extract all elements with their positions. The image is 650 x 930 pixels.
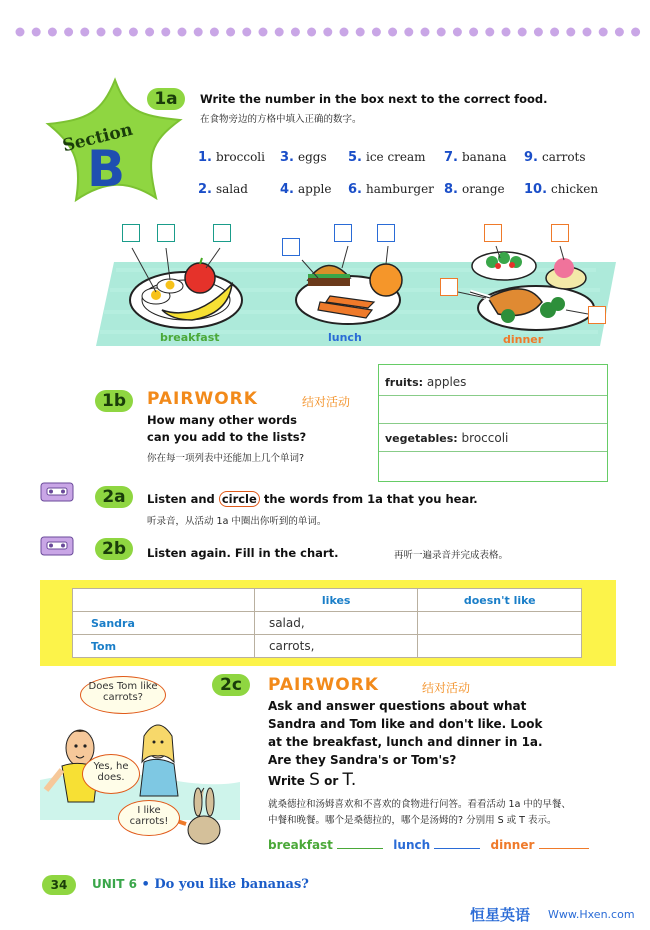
border-dot	[161, 28, 170, 37]
vegetables-line[interactable]: vegetables: broccoli	[385, 431, 509, 445]
border-dot	[340, 28, 349, 37]
border-dot	[502, 28, 511, 37]
meal-label-lunch: lunch	[328, 331, 362, 344]
answer-label-dinner: dinner	[490, 838, 535, 852]
border-dot	[129, 28, 138, 37]
food-item: 4. apple	[280, 182, 332, 197]
watermark-cn: 恒星英语	[470, 906, 531, 924]
speech-bubble: Does Tom like carrots?	[80, 676, 166, 714]
chart-cell-likes[interactable]: carrots,	[254, 635, 418, 658]
border-dot	[404, 28, 413, 37]
border-dot	[48, 28, 57, 37]
border-dot	[421, 28, 430, 37]
chart-row-name: Tom	[73, 635, 255, 658]
food-item: 2. salad	[198, 182, 248, 197]
instruction-2c	[268, 697, 543, 769]
circle-word: circle	[219, 491, 260, 507]
instruction-1a-cn: 在食物旁边的方格中填入正确的数字。	[200, 114, 362, 125]
chart-row-name: Sandra	[73, 612, 255, 635]
chart-cell-likes[interactable]: salad,	[254, 612, 418, 635]
answer-box[interactable]	[157, 224, 175, 242]
border-dot	[388, 28, 397, 37]
border-dot	[113, 28, 122, 37]
food-item: 10. chicken	[524, 182, 599, 197]
chart-header	[73, 589, 255, 612]
food-item: 1. broccoli	[198, 150, 265, 165]
instruction-2a-cn: 听录音，从活动 1a 中圈出你听到的单词。	[147, 516, 327, 527]
pairwork-title-2c: PAIRWORK	[268, 675, 379, 695]
food-item: 6. hamburger	[348, 182, 434, 197]
food-item: 7. banana	[444, 150, 507, 165]
food-item: 9. carrots	[524, 150, 586, 165]
instruction-2a: Listen and circle the words from 1a that you hear.	[147, 492, 478, 506]
border-dot	[145, 28, 154, 37]
chart-header: doesn't like	[418, 589, 582, 612]
pairwork-cn-2c: 结对活动	[422, 681, 471, 695]
border-dot	[210, 28, 219, 37]
instruction-2c-line: Ask and answer questions about what	[268, 699, 527, 713]
badge-1a: 1a	[147, 88, 185, 110]
chart-cell-dislikes[interactable]	[418, 635, 582, 658]
border-dot	[485, 28, 494, 37]
border-dot	[226, 28, 235, 37]
border-dot	[599, 28, 608, 37]
border-dot	[80, 28, 89, 37]
section-label: Section	[60, 119, 135, 157]
watermark-url: Www.Hxen.com	[548, 908, 635, 921]
answer-label-breakfast: breakfast	[268, 838, 333, 852]
speech-bubble: Yes, he does.	[82, 754, 140, 794]
cassette-icon	[40, 536, 74, 556]
pairwork-cn-1b: 结对活动	[302, 395, 351, 409]
border-dot	[323, 28, 332, 37]
instruction-2c-cn-1: 就桑德拉和汤姆喜欢和不喜欢的食物进行问答。看看活动 1a 中的早餐、	[268, 799, 571, 810]
border-dot	[64, 28, 73, 37]
top-dot-border	[14, 26, 644, 38]
question-1b-cn: 你在每一项列表中还能加上几个单词?	[147, 453, 305, 464]
border-dot	[307, 28, 316, 37]
question-1b-line1: How many other words	[147, 413, 297, 427]
answer-box[interactable]	[122, 224, 140, 242]
border-dot	[32, 28, 41, 37]
answer-box[interactable]	[551, 224, 569, 242]
meal-label-breakfast: breakfast	[160, 331, 220, 344]
question-1b-line2: can you add to the lists?	[147, 430, 307, 444]
food-item: 5. ice cream	[348, 150, 426, 165]
page-number: 34	[42, 875, 76, 895]
border-dot	[550, 28, 559, 37]
badge-2b: 2b	[95, 538, 133, 560]
border-dot	[291, 28, 300, 37]
border-dot	[97, 28, 106, 37]
border-dot	[518, 28, 527, 37]
unit-title: UNIT 6 • Do you like bananas?	[92, 877, 309, 892]
border-dot	[615, 28, 624, 37]
border-dot	[194, 28, 203, 37]
answer-box[interactable]	[282, 238, 300, 256]
border-dot	[16, 28, 25, 37]
answer-box[interactable]	[440, 278, 458, 296]
word-list-box	[378, 364, 608, 482]
instruction-2c-line: Sandra and Tom like and don't like. Look	[268, 717, 543, 731]
answer-blank[interactable]	[434, 848, 480, 849]
instruction-2b: Listen again. Fill in the chart.	[147, 546, 339, 560]
instruction-2b-cn: 再听一遍录音并完成表格。	[394, 550, 509, 561]
instruction-2c-cn-2: 中餐和晚餐。哪个是桑德拉的，哪个是汤姆的? 分别用 S 或 T 表示。	[268, 815, 557, 826]
answer-box[interactable]	[213, 224, 231, 242]
cassette-icon	[40, 482, 74, 502]
answer-label-lunch: lunch	[393, 838, 431, 852]
food-item: 3. eggs	[280, 150, 327, 165]
speech-bubble: I like carrots!	[118, 800, 180, 836]
instruction-1a: Write the number in the box next to the correct food.	[200, 92, 548, 106]
fruits-line[interactable]: fruits: apples	[385, 375, 467, 389]
badge-2c: 2c	[212, 674, 250, 696]
food-item: 8. orange	[444, 182, 505, 197]
border-dot	[356, 28, 365, 37]
pairwork-title-1b: PAIRWORK	[147, 389, 258, 409]
answer-box[interactable]	[484, 224, 502, 242]
write-s-or-t: Write S or T.	[268, 770, 357, 790]
border-dot	[453, 28, 462, 37]
border-dot	[372, 28, 381, 37]
answer-box[interactable]	[377, 224, 395, 242]
instruction-2c-line: at the breakfast, lunch and dinner in 1a.	[268, 735, 543, 749]
border-dot	[583, 28, 592, 37]
answer-box[interactable]	[588, 306, 606, 324]
instruction-2c-line: Are they Sandra's or Tom's?	[268, 753, 457, 767]
answer-blank[interactable]	[539, 848, 589, 849]
section-letter: B	[87, 140, 126, 198]
badge-2a: 2a	[95, 486, 133, 508]
likes-chart-panel	[40, 580, 616, 666]
border-dot	[534, 28, 543, 37]
border-dot	[631, 28, 640, 37]
border-dot	[178, 28, 187, 37]
badge-1b: 1b	[95, 390, 133, 412]
answer-blank[interactable]	[337, 848, 383, 849]
border-dot	[469, 28, 478, 37]
meal-label-dinner: dinner	[503, 333, 544, 346]
chart-cell-dislikes[interactable]	[418, 612, 582, 635]
border-dot	[275, 28, 284, 37]
border-dot	[437, 28, 446, 37]
border-dot	[566, 28, 575, 37]
border-dot	[242, 28, 251, 37]
answer-lines-2c	[268, 838, 589, 852]
border-dot	[259, 28, 268, 37]
likes-chart	[72, 588, 582, 658]
answer-box[interactable]	[334, 224, 352, 242]
chart-header: likes	[254, 589, 418, 612]
